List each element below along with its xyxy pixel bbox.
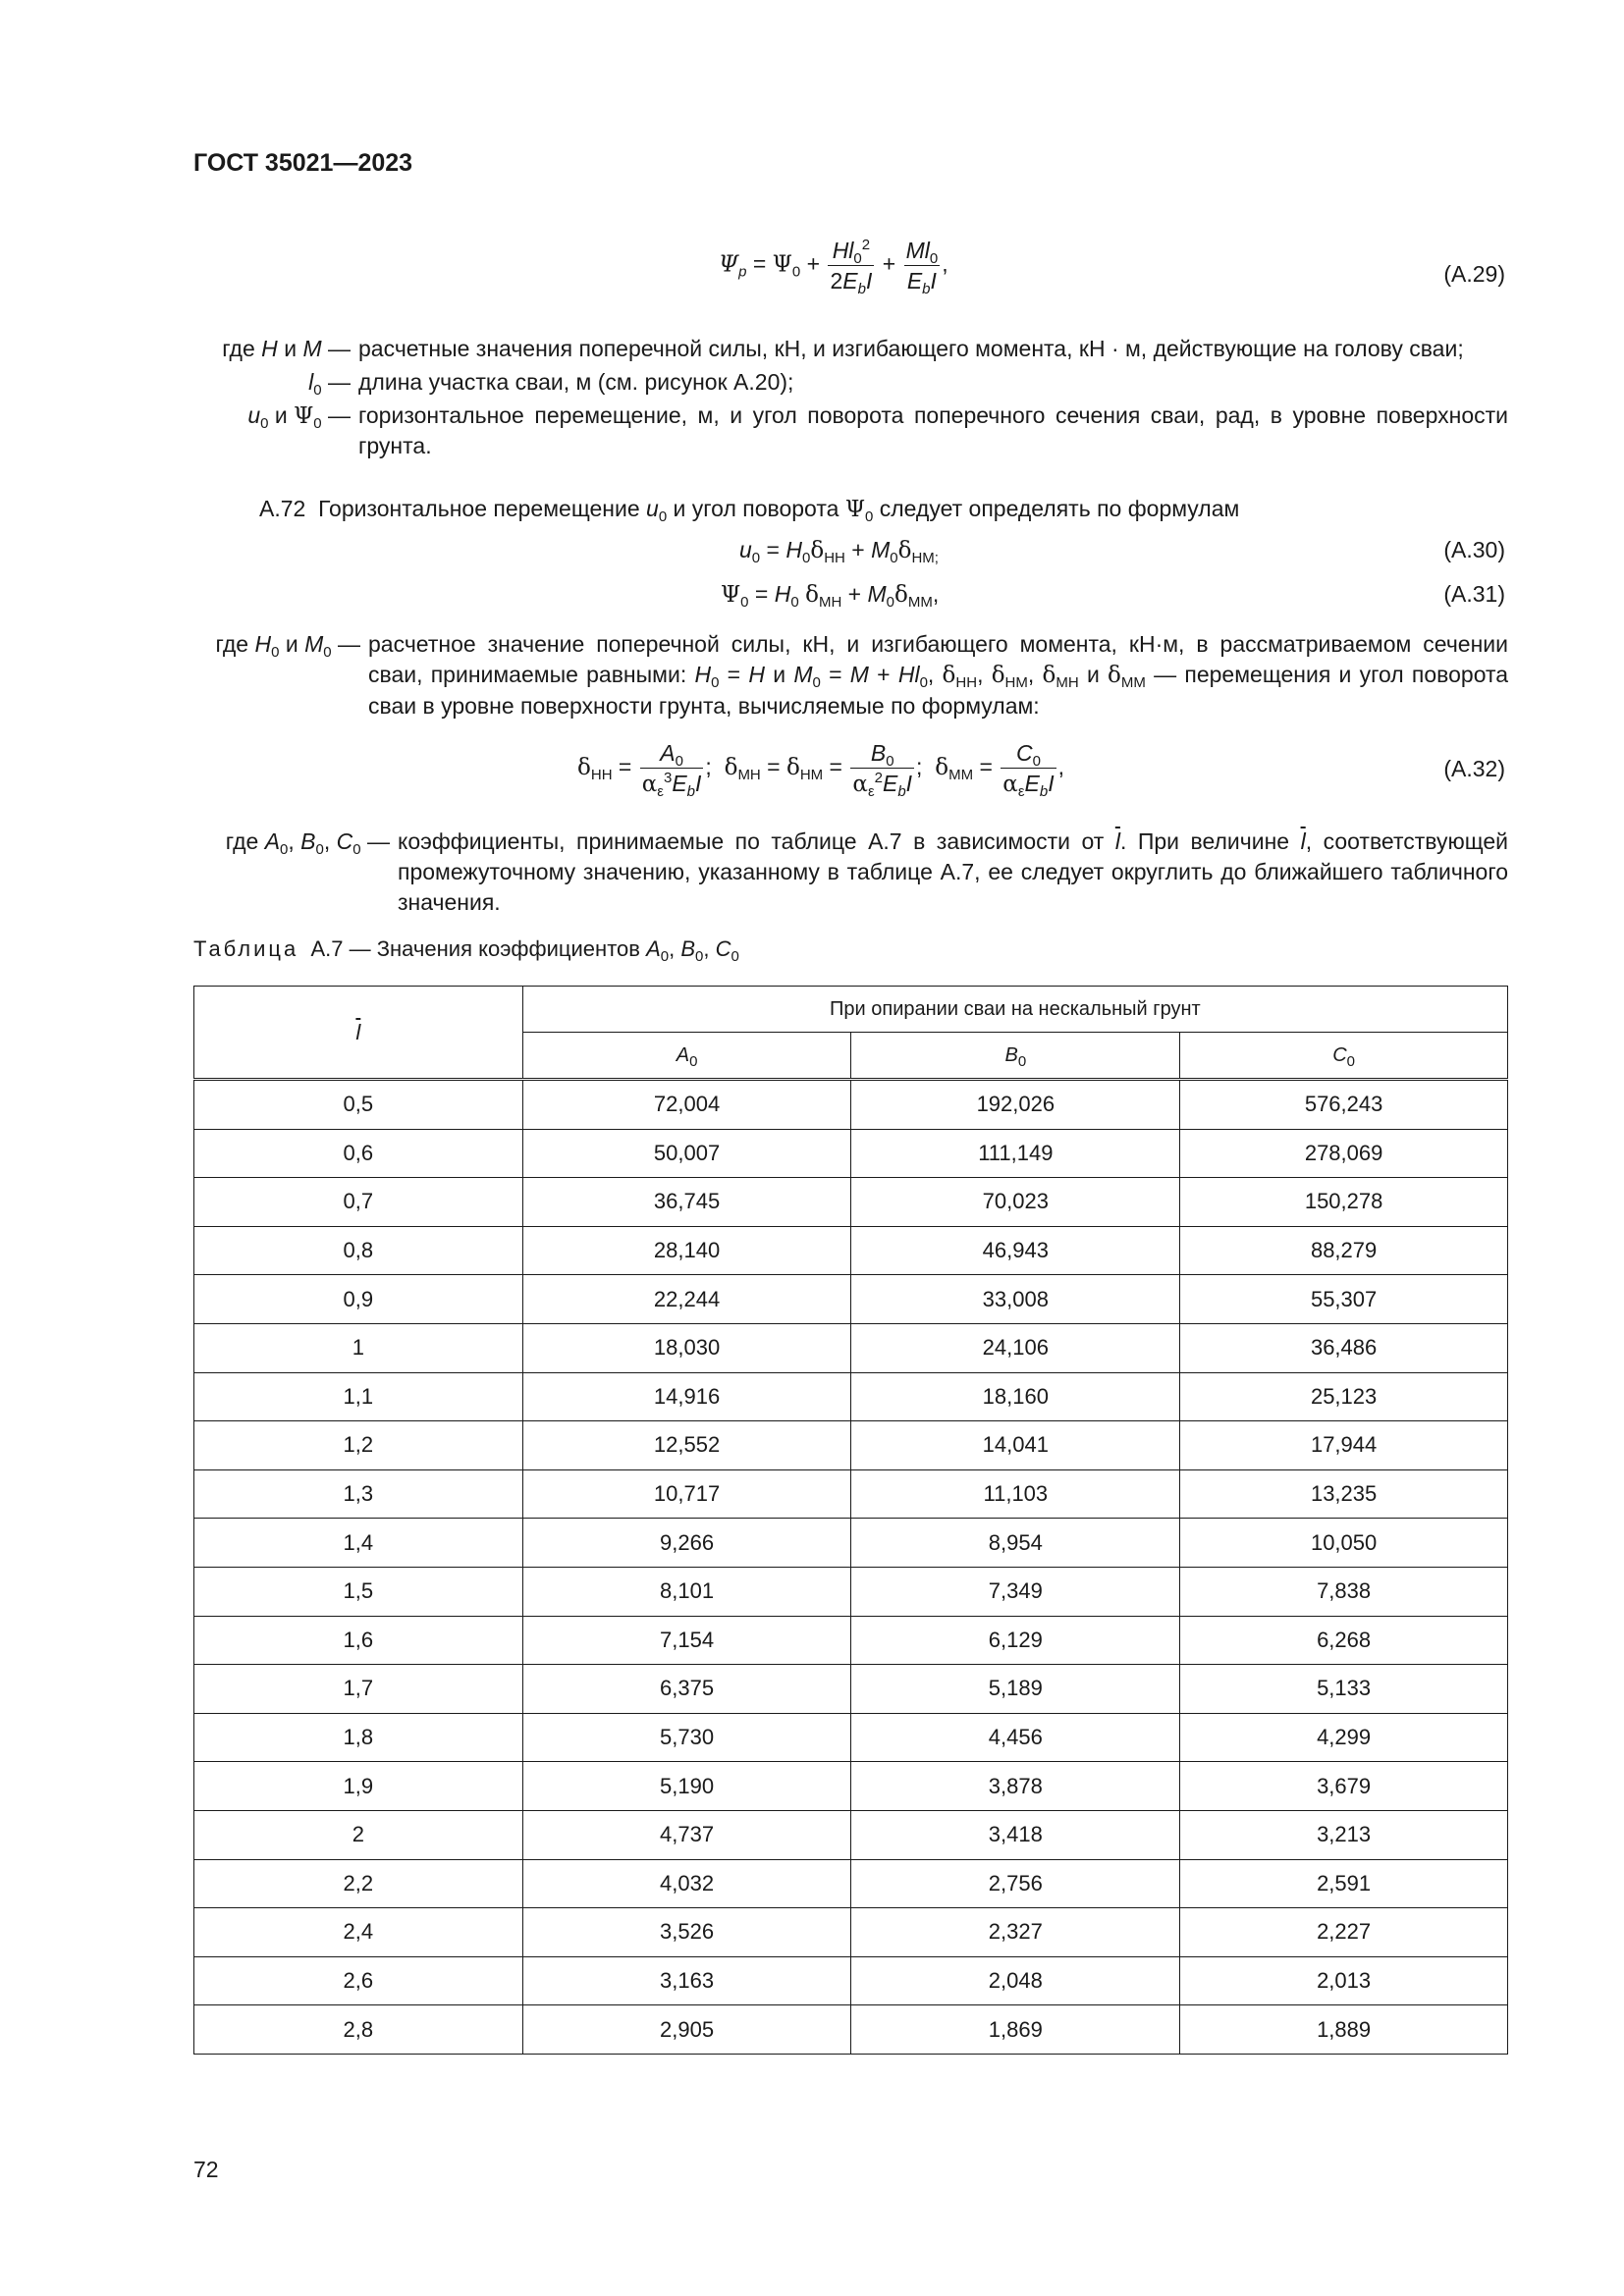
table-cell: 3,878 (851, 1762, 1180, 1811)
clause-a72: А.72 Горизонтальное перемещение $u_0$ и угол поворота $\Psi_0$ следует определять по формулам (259, 496, 1240, 525)
equation-number-a32: (А.32) (1443, 756, 1505, 781)
table-cell: 10,050 (1180, 1519, 1508, 1568)
table-cell: 1,7 (194, 1665, 523, 1714)
table-cell: 2,2 (194, 1859, 523, 1908)
table-cell: 1,8 (194, 1713, 523, 1762)
column-header-l: $\overline{l}$ (194, 987, 523, 1080)
definition-text: расчетное значение поперечной силы, кН, и изгибающего момента, кН·м, в рассматриваемом сечении сваи, принимаемые равными: $H_0 = H$ и $M_0 = M + Hl_0$, $\delta_{НН}$, $\delta_{НМ}$, $\delta_{МН}$ и $\delta_{ММ}$ — перемещения и угол поворота сваи в уровне поверхности грунта, вычисляемые по формулам: (368, 631, 1509, 719)
coefficients-table (193, 986, 1508, 2055)
column-header-c0: $C_0$ (1180, 1033, 1508, 1080)
table-caption: Таблица А.7 — Значения коэффициентов $A_0$, $B_0$, $C_0$ (193, 936, 739, 965)
formula-a30: $u_0 = H_0\delta_{НН} + M_0\delta_{НМ;}$ (739, 537, 939, 566)
table-cell: 7,154 (522, 1616, 851, 1665)
table-row (194, 1129, 1508, 1178)
table-cell: 2,327 (851, 1908, 1180, 1957)
definition-text: коэффициенты, принимаемые по таблице А.7 в зависимости от $\overline{l}$. При величине $\overline{l}$, соответствующей промежуточному значению, указанному в таблице А.7, ее следует округлить до ближайшего табличного значения. (398, 828, 1509, 915)
table-cell: 24,106 (851, 1323, 1180, 1372)
table-cell: 36,745 (522, 1178, 851, 1227)
column-header-b0: $B_0$ (851, 1033, 1180, 1080)
table-cell: 1 (194, 1323, 523, 1372)
table-row (194, 1762, 1508, 1811)
table-cell: 8,101 (522, 1567, 851, 1616)
table-cell: 150,278 (1180, 1178, 1508, 1227)
formula-a32: $\delta_{НН}$ = $\frac{A_0}{\alpha_\varepsilon^3E_bI}$ ; $\delta_{МН} = \delta_{НМ}$ = $\frac{B_0}{\alpha_\varepsilon^2E_bI}$ ; $\delta_{ММ}$ = $\frac{C_0}{\alpha_\varepsilon E_bI}$ , (577, 740, 1064, 800)
table-cell: 0,8 (194, 1226, 523, 1275)
table-cell: 0,5 (194, 1080, 523, 1130)
table-row (194, 2005, 1508, 2055)
table-cell: 36,486 (1180, 1323, 1508, 1372)
definition-term: где $A_0$, $B_0$, $C_0$ — (225, 828, 390, 858)
table-cell: 3,526 (522, 1908, 851, 1957)
table-cell: 2,905 (522, 2005, 851, 2055)
table-cell: 278,069 (1180, 1129, 1508, 1178)
table-cell: 2,4 (194, 1908, 523, 1957)
table-cell: 17,944 (1180, 1421, 1508, 1470)
table-row (194, 1810, 1508, 1859)
definition-term: $l_0$ — (308, 369, 351, 399)
definition-term: где H и M — (222, 336, 351, 361)
definitions-a31 (193, 629, 1508, 721)
table-cell: 12,552 (522, 1421, 851, 1470)
table-row (194, 1178, 1508, 1227)
table-cell: 33,008 (851, 1275, 1180, 1324)
table-cell: 1,6 (194, 1616, 523, 1665)
definitions-a29 (193, 334, 1508, 461)
table-cell: 50,007 (522, 1129, 851, 1178)
formula-a29: $\Psi_p = \Psi_0$ + $\frac{Hl_0^2}{2E_bI}$ + $\frac{Ml_0}{E_bI}$ , (719, 237, 948, 297)
table-row (194, 1665, 1508, 1714)
table-cell: 28,140 (522, 1226, 851, 1275)
table-cell: 2,048 (851, 1956, 1180, 2005)
table-cell: 5,133 (1180, 1665, 1508, 1714)
table-cell: 1,869 (851, 2005, 1180, 2055)
table-cell: 11,103 (851, 1469, 1180, 1519)
column-header-a0: $A_0$ (522, 1033, 851, 1080)
table-cell: 111,149 (851, 1129, 1180, 1178)
table-cell: 5,189 (851, 1665, 1180, 1714)
table-cell: 2 (194, 1810, 523, 1859)
table-cell: 192,026 (851, 1080, 1180, 1130)
equation-number-a31: (А.31) (1443, 581, 1505, 607)
table-cell: 6,375 (522, 1665, 851, 1714)
table-cell: 18,030 (522, 1323, 851, 1372)
table-cell: 18,160 (851, 1372, 1180, 1421)
table-cell: 4,299 (1180, 1713, 1508, 1762)
table-cell: 2,8 (194, 2005, 523, 2055)
table-cell: 4,032 (522, 1859, 851, 1908)
table-cell: 2,756 (851, 1859, 1180, 1908)
table-row (194, 1080, 1508, 1130)
table-cell: 3,418 (851, 1810, 1180, 1859)
table-cell: 0,9 (194, 1275, 523, 1324)
equation-number-a30: (А.30) (1443, 537, 1505, 562)
column-group-header: При опирании сваи на нескальный грунт (522, 987, 1507, 1033)
table-cell: 6,129 (851, 1616, 1180, 1665)
equation-number-a29: (А.29) (1443, 261, 1505, 287)
table-row (194, 1226, 1508, 1275)
definition-text: горизонтальное перемещение, м, и угол поворота поперечного сечения сваи, рад, в уровне поверхности грунта. (358, 402, 1508, 458)
table-cell: 8,954 (851, 1519, 1180, 1568)
formula-a31: $\Psi_0 = H_0$ $\delta_{МН} + M_0\delta_{ММ}$, (721, 581, 940, 611)
table-row (194, 1519, 1508, 1568)
table-cell: 2,591 (1180, 1859, 1508, 1908)
table-cell: 1,2 (194, 1421, 523, 1470)
table-cell: 13,235 (1180, 1469, 1508, 1519)
definition-term: $u_0$ и $\Psi_0$ — (247, 402, 351, 432)
table-row (194, 1469, 1508, 1519)
definition-term: где $H_0$ и $M_0$ — (215, 631, 360, 661)
table-row (194, 1908, 1508, 1957)
table-body (194, 1080, 1508, 2055)
table-cell: 5,190 (522, 1762, 851, 1811)
table-cell: 1,3 (194, 1469, 523, 1519)
table-cell: 55,307 (1180, 1275, 1508, 1324)
definition-text: расчетные значения поперечной силы, кН, и изгибающего момента, кН · м, действующие на голову сваи; (358, 336, 1464, 361)
table-cell: 1,1 (194, 1372, 523, 1421)
table-cell: 3,679 (1180, 1762, 1508, 1811)
table-cell: 3,163 (522, 1956, 851, 2005)
table-cell: 3,213 (1180, 1810, 1508, 1859)
table-row (194, 1323, 1508, 1372)
table-cell: 22,244 (522, 1275, 851, 1324)
table-cell: 2,227 (1180, 1908, 1508, 1957)
table-row (194, 1956, 1508, 2005)
table-cell: 1,4 (194, 1519, 523, 1568)
table-row (194, 1421, 1508, 1470)
page-number: 72 (193, 2157, 219, 2182)
definition-text: длина участка сваи, м (см. рисунок А.20); (358, 369, 794, 395)
table-cell: 6,268 (1180, 1616, 1508, 1665)
table-cell: 14,041 (851, 1421, 1180, 1470)
table-cell: 72,004 (522, 1080, 851, 1130)
table-row (194, 1275, 1508, 1324)
table-cell: 1,9 (194, 1762, 523, 1811)
table-cell: 9,266 (522, 1519, 851, 1568)
table-cell: 576,243 (1180, 1080, 1508, 1130)
table-cell: 7,838 (1180, 1567, 1508, 1616)
table-cell: 0,7 (194, 1178, 523, 1227)
table-cell: 5,730 (522, 1713, 851, 1762)
table-cell: 46,943 (851, 1226, 1180, 1275)
table-cell: 70,023 (851, 1178, 1180, 1227)
table-cell: 25,123 (1180, 1372, 1508, 1421)
table-cell: 1,889 (1180, 2005, 1508, 2055)
table-cell: 7,349 (851, 1567, 1180, 1616)
table-cell: 10,717 (522, 1469, 851, 1519)
table-cell: 88,279 (1180, 1226, 1508, 1275)
table-row (194, 1616, 1508, 1665)
table-cell: 2,013 (1180, 1956, 1508, 2005)
table-cell: 2,6 (194, 1956, 523, 2005)
table-row (194, 1372, 1508, 1421)
table-cell: 4,737 (522, 1810, 851, 1859)
table-row (194, 1713, 1508, 1762)
table-cell: 0,6 (194, 1129, 523, 1178)
definitions-a32 (193, 827, 1508, 918)
table-row (194, 1859, 1508, 1908)
table-row (194, 1567, 1508, 1616)
table-cell: 4,456 (851, 1713, 1180, 1762)
table-cell: 1,5 (194, 1567, 523, 1616)
document-header: ГОСТ 35021—2023 (193, 149, 413, 177)
table-cell: 14,916 (522, 1372, 851, 1421)
